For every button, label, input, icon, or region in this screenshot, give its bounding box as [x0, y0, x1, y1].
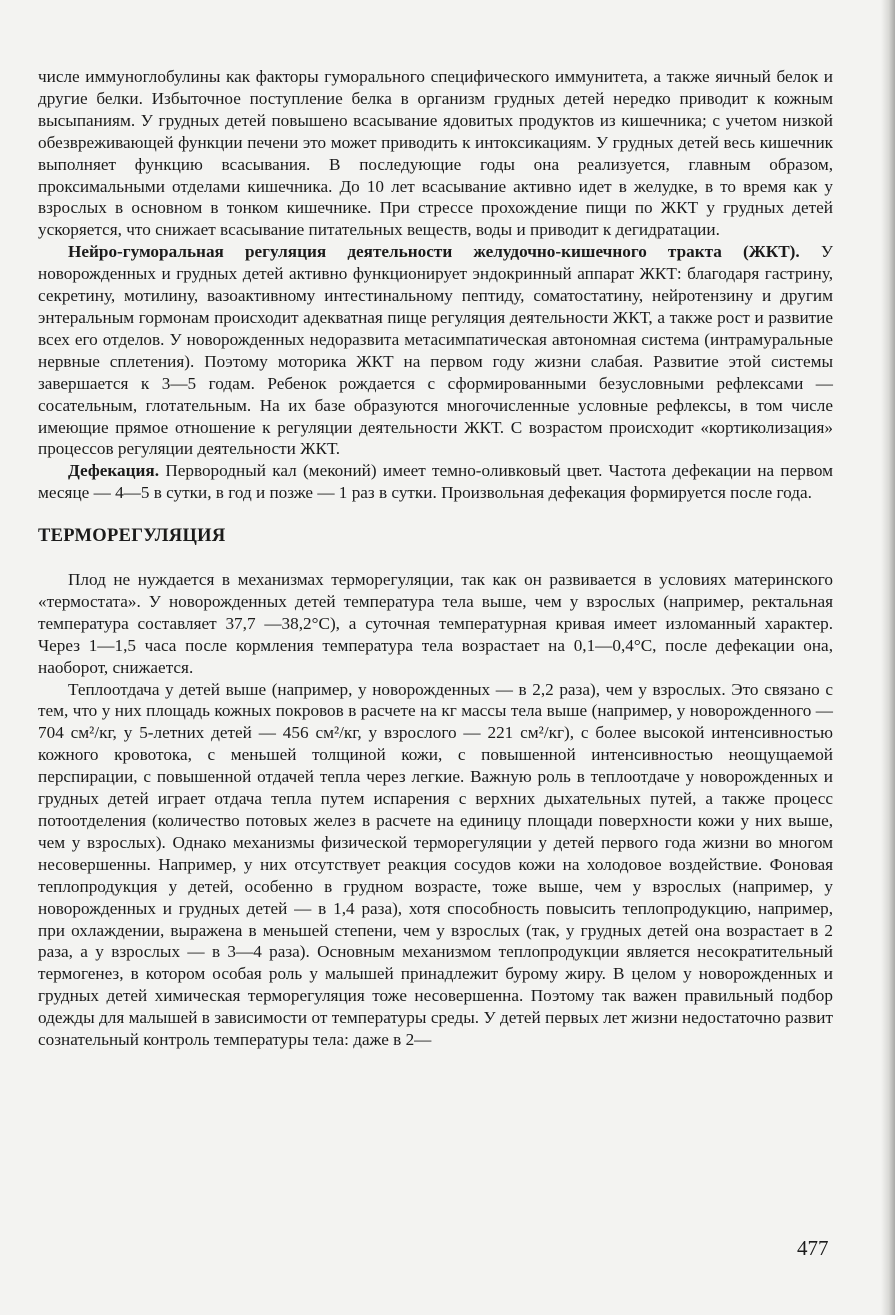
paragraph-heading: Нейро-гуморальная регуляция деятельности желудочно-кишечного тракта (ЖКТ).: [68, 242, 800, 262]
paragraph-text: Теплоотдача у детей выше (например, у новорожденных — в 2,2 раза), чем у взрослых. Это связано с тем, что у них площадь кожных покровов в расчете на кг массы тела выше (например, у новорожденного — 704 см²/кг, у 5-летних детей — 456 см²/кг, у взрослого — 221 см²/кг), с более высокой интенсивностью кожного кровотока, с меньшей толщиной кожи, с повышенной интенсивностью неощущаемой перспирации, с повышенной отдачей тепла через легкие. Важную роль в теплоотдаче у новорожденных и грудных детей играет отдача тепла путем испарения с верхних дыхательных путей, а также процесс потоотделения (количество потовых желез в расчете на единицу площади поверхности кожи у них выше, чем у взрослых). Однако механизмы физической терморегуляции у детей первого года жизни во многом несовершенны. Например, у них отсутствует реакция сосудов кожи на холодовое воздействие. Фоновая теплопродукция у детей, особенно в грудном возрасте, тоже выше, чем у взрослых (например, у новорожденных и грудных детей — в 1,4 раза), хотя способность повысить теплопродукцию, например, при охлаждении, выражена в меньшей степени, чем у взрослых (так, у грудных детей она возрастает в 2 раза, а у взрослых — в 3—4 раза). Основным механизмом теплопродукции является несократительный термогенез, в котором особая роль у малышей принадлежит бурому жиру. В целом у новорожденных и грудных детей химическая терморегуляция тоже несовершенна. Поэтому так важен правильный подбор одежды для малышей в зависимости от температуры среды. У детей первых лет жизни недостаточно развит сознательный контроль температуры тела: даже в 2—: [38, 679, 833, 1050]
page-body: [38, 66, 833, 1051]
paragraph-heat-loss: [38, 679, 833, 1051]
paragraph-fetus-thermoregulation: [38, 569, 833, 679]
paragraph-absorption: [38, 66, 833, 241]
page-number: 477: [797, 1236, 829, 1260]
page-edge-shadow: [881, 0, 895, 1315]
paragraph-text: Первородный кал (меконий) имеет темно-оливковый цвет. Частота дефекации на первом месяце — 4—5 в сутки, в год и позже — 1 раз в сутки. Произвольная дефекация формируется после года.: [38, 461, 833, 503]
paragraph-defecation: [38, 460, 833, 504]
paragraph-text: числе иммуноглобулины как факторы гуморального специфического иммунитета, а также яичный белок и другие белки. Избыточное поступление белка в организм грудных детей нередко приводит к кожным высыпаниям. У грудных детей повышено всасывание ядовитых продуктов из кишечника; с учетом низкой обезвреживающей функции печени это может приводить к интоксикациям. У грудных детей весь кишечник выполняет функцию всасывания. В последующие годы она реализуется, главным образом, проксимальными отделами кишечника. До 10 лет всасывание активно идет в желудке, в то время как у взрослых в основном в тонком кишечнике. При стрессе прохождение пищи по ЖКТ у грудных детей ускоряется, что снижает всасывание питательных веществ, воды и приводит к дегидратации.: [38, 67, 833, 240]
paragraph-neuro-humoral-regulation: [38, 241, 833, 460]
paragraph-text: Плод не нуждается в механизмах терморегуляции, так как он развивается в условиях материнского «термостата». У новорожденных детей температура тела выше, чем у взрослых (например, ректальная температура составляет 37,7 —38,2°С), а суточная температурная кривая имеет изломанный характер. Через 1—1,5 часа после кормления температура тела возрастает на 0,1—0,4°С, после дефекации она, наоборот, снижается.: [38, 570, 833, 677]
paragraph-text: У новорожденных и грудных детей активно функционирует эндокринный аппарат ЖКТ: благодаря гастрину, секретину, мотилину, вазоактивному интестинальному пептиду, соматостатину, нейротензину и другим энтеральным гормонам происходит адекватная пище регуляция деятельности ЖКТ, а также рост и развитие всех его отделов. У новорожденных недоразвита метасимпатическая автономная система (интрамуральные нервные сплетения). Поэтому моторика ЖКТ на первом году жизни слабая. Развитие этой системы завершается к 3—5 годам. Ребенок рождается с сформированными безусловными рефлексами — сосательным, глотательным. На их базе образуются многочисленные условные рефлексы, в том числе имеющие прямое отношение к регуляции деятельности ЖКТ. С возрастом происходит «кортиколизация» процессов регуляции деятельности ЖКТ.: [38, 242, 834, 459]
section-title: ТЕРМОРЕГУЛЯЦИЯ: [38, 526, 226, 547]
paragraph-heading: Дефекация.: [68, 461, 160, 481]
